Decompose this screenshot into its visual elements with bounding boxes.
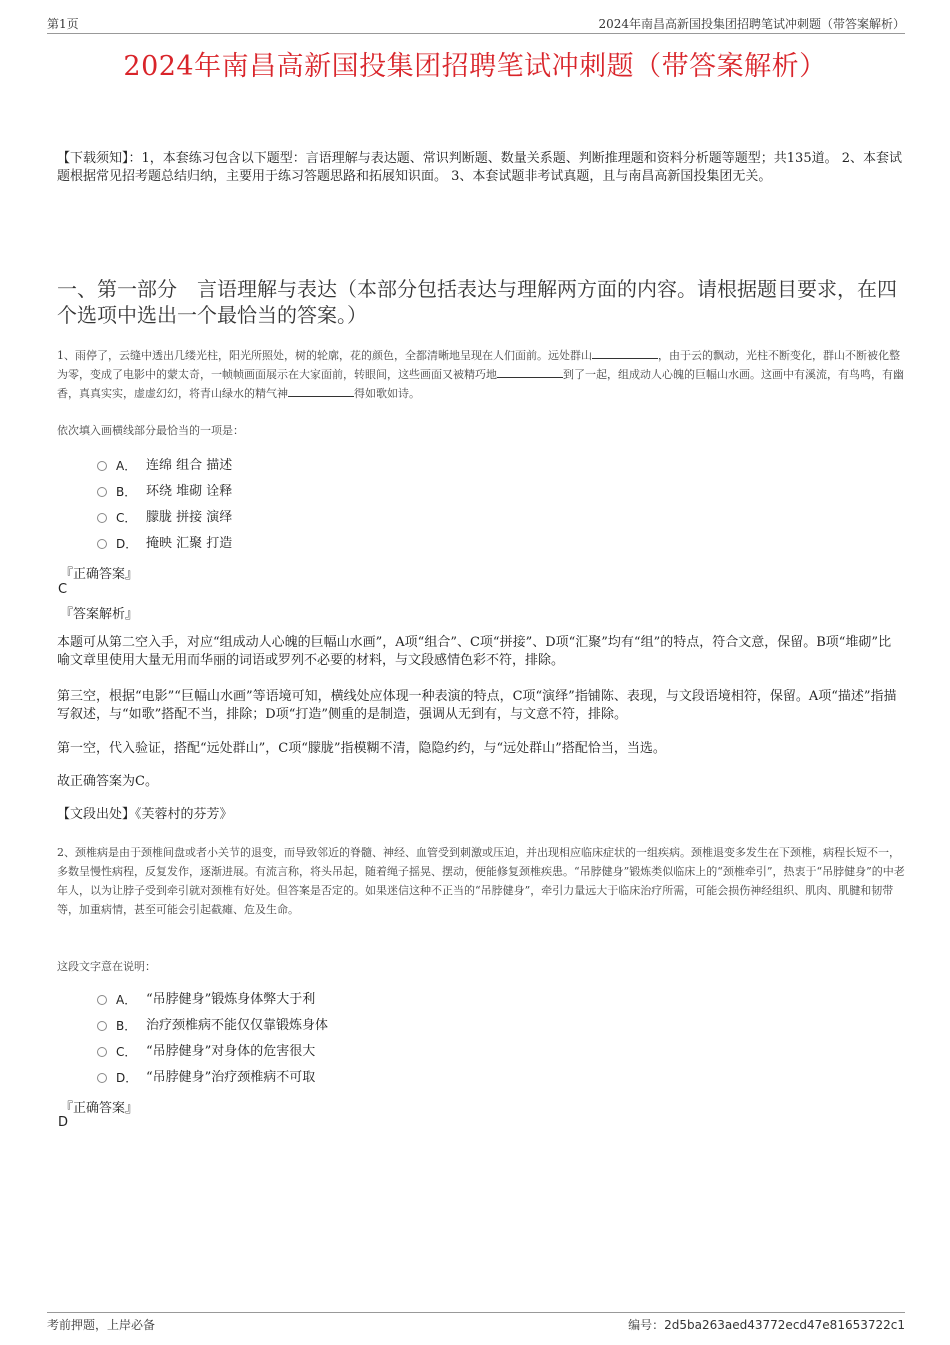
option-a[interactable]: A． “吊脖健身”锻炼身体弊大于利 (97, 987, 328, 1013)
option-b[interactable]: B． 环绕 堆砌 诠释 (97, 479, 232, 505)
radio-icon[interactable] (97, 487, 107, 497)
q1-text-part-a: 1、雨停了，云缝中透出几缕光柱，阳光所照处，树的轮廓，花的颜色，全都清晰地呈现在人们面前。远处群山 (57, 349, 592, 362)
q1-text-part-c: 到了一起，组成动人心魄的巨幅山水画。这画中有溪流，有鸟鸣，有幽香，真真实实，虚虚幻幻，将青山绿水的精气神 (57, 368, 904, 400)
radio-icon[interactable] (97, 1047, 107, 1057)
option-c[interactable]: C． “吊脖健身”对身体的危害很大 (97, 1039, 328, 1065)
radio-icon[interactable] (97, 513, 107, 523)
question-1-options (97, 453, 232, 557)
download-notice: 【下载须知】：1，本套练习包含以下题型：言语理解与表达题、常识判断题、数量关系题、判断推理题和资料分析题等题型；共135道。 2、本套试题根据常见招考题总结归纳，主要用于练习答题思路和拓展知识面。 3、本套试题非考试真题，且与南昌高新国投集团无关。 (57, 151, 902, 184)
option-d[interactable]: D． “吊脖健身”治疗颈椎病不可取 (97, 1065, 328, 1091)
footer-slogan: 考前押题，上岸必备 (47, 1318, 156, 1332)
answer-label: 『正确答案』 (60, 567, 139, 582)
blank-3 (288, 386, 354, 397)
question-1-prompt: 依次填入画横线部分最恰当的一项是： (57, 424, 244, 437)
page-header (47, 15, 905, 34)
option-a[interactable]: A． 连绵 组合 描述 (97, 453, 232, 479)
analysis-paragraph: 第一空，代入验证，搭配“远处群山”，C项“朦胧”指模糊不清，隐隐约约，与“远处群山”搭配恰当，当选。 (57, 741, 666, 756)
radio-icon[interactable] (97, 1021, 107, 1031)
section-heading: 一、第一部分 言语理解与表达（本部分包括表达与理解两方面的内容。请根据题目要求，在四个选项中选出一个最恰当的答案。） (57, 277, 897, 327)
q1-text-part-d: 得如歌如诗。 (354, 387, 420, 400)
correct-answer: D (58, 1115, 69, 1130)
text-source: 【文段出处】《芙蓉村的芬芳》 (57, 807, 233, 822)
answer-label: 『正确答案』 (60, 1101, 139, 1116)
radio-icon[interactable] (97, 461, 107, 471)
question-2-prompt: 这段文字意在说明： (57, 960, 156, 973)
page-title: 2024年南昌高新国投集团招聘笔试冲刺题（带答案解析） (123, 51, 827, 82)
correct-answer: C (58, 582, 68, 597)
analysis-paragraph: 第三空，根据“电影”“巨幅山水画”等语境可知，横线处应体现一种表演的特点，C项“演绎”指铺陈、表现，与文段语境相符，保留。A项“描述”指描写叙述，与“如歌”搭配不当，排除；D项“打造”侧重的是制造，强调从无到有，与文意不符，排除。 (57, 689, 897, 722)
header-doc-title: 2024年南昌高新国投集团招聘笔试冲刺题（带答案解析） (598, 17, 905, 31)
question-2-text: 2、颈椎病是由于颈椎间盘或者小关节的退变，而导致邻近的脊髓、神经、血管受到刺激或压迫，并出现相应临床症状的一组疾病。颈椎退变多发生在下颈椎，病程长短不一，多数呈慢性病程，反复发作，逐渐进展。有流言称，将头吊起，随着绳子摇晃、摆动，便能修复颈椎疾患。“吊脖健身”锻炼类似临床上的“颈椎牵引”，热衷于“吊脖健身”的中老年人，以为让脖子受到牵引就对颈椎有好处。但答案是否定的。如果迷信这种不正当的“吊脖健身”，牵引力量远大于临床治疗所需，可能会损伤神经组织、肌肉、肌腱和韧带等，加重病情，甚至可能会引起截瘫、危及生命。 (57, 846, 905, 916)
analysis-label: 『答案解析』 (60, 607, 139, 622)
page-number: 第1页 (47, 17, 79, 31)
document-code: 编号：2d5ba263aed43772ecd47e81653722c1 (628, 1318, 905, 1332)
analysis-paragraph: 本题可从第二空入手，对应“组成动人心魄的巨幅山水画”，A项“组合”、C项“拼接”、D项“汇聚”均有“组”的特点，符合文意，保留。B项“堆砌”比喻文章里使用大量无用而华丽的词语或罗列不必要的材料，与文段感情色彩不符，排除。 (57, 635, 892, 668)
radio-icon[interactable] (97, 995, 107, 1005)
radio-icon[interactable] (97, 1073, 107, 1083)
option-c[interactable]: C． 朦胧 拼接 演绎 (97, 505, 232, 531)
option-b[interactable]: B． 治疗颈椎病不能仅仅靠锻炼身体 (97, 1013, 328, 1039)
blank-2 (497, 367, 563, 378)
analysis-conclusion: 故正确答案为C。 (57, 774, 158, 789)
question-1-text (57, 346, 907, 403)
question-2-options (97, 987, 328, 1091)
q1-text-part-b: ，由于云的飘动，光柱不断变化，群山不断被化整为零，变成了电影中的蒙太奇，一帧帧画面展示在大家面前，转眼间，这些画面又被精巧地 (57, 349, 900, 381)
blank-1 (592, 348, 658, 359)
option-d[interactable]: D． 掩映 汇聚 打造 (97, 531, 232, 557)
page-footer (47, 1312, 905, 1333)
radio-icon[interactable] (97, 539, 107, 549)
